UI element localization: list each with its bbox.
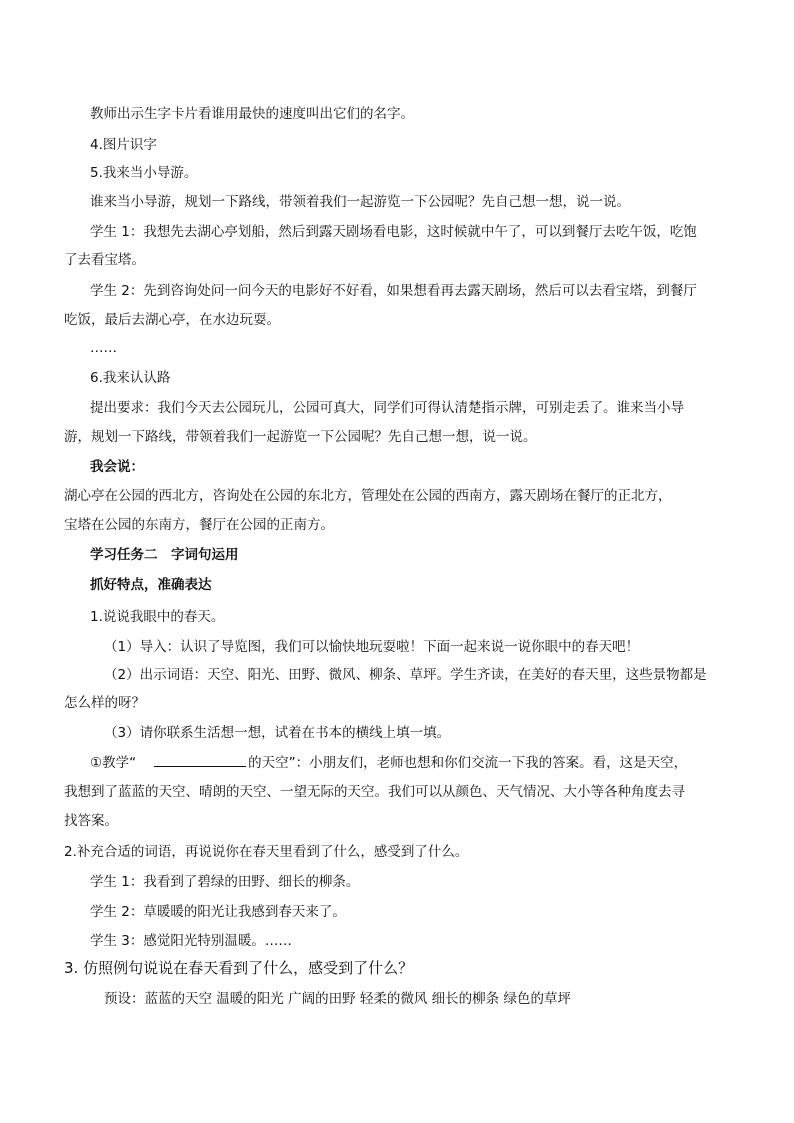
text-line: 湖心亭在公园的西北方，咨询处在公园的东北方，管理处在公园的西南方，露天剧场在餐厅的正北方， [64, 488, 672, 504]
item-heading: 3. 仿照例句说说在春天看到了什么，感受到了什么？ [64, 959, 414, 977]
text-fragment: 的天空”：小朋友们，老师也想和你们交流一下我的答案。看，这是天空， [248, 755, 688, 771]
text-line: 学生 2：先到咨询处问一问今天的电影好不好看，如果想看再去露天剧场，然后可以去看宝塔，到餐厅 [90, 283, 697, 299]
item-heading: 5.我来当小导游。 [90, 165, 198, 181]
text-line: （2）出示词语：天空、阳光、田野、微风、柳条、草坪。学生齐读，在美好的春天里，这些景物都是 [104, 667, 707, 683]
text-line: 了去看宝塔。 [64, 252, 145, 268]
item-heading: 6.我来认认路 [90, 370, 171, 386]
item-heading: 4.图片识字 [90, 137, 157, 153]
text-line: 游，规划一下路线，带领着我们一起游览一下公园呢？先自己想一想，说一说。 [64, 429, 537, 445]
text-line: 提出要求：我们今天去公园玩儿，公园可真大，同学们可得认清楚指示牌，可别走丢了。谁来当小导 [90, 400, 684, 416]
text-line: 谁来当小导游，规划一下路线，带领着我们一起游览一下公园呢？先自己想一想，说一说。 [90, 194, 630, 210]
text-line: 怎么样的呀？ [64, 695, 145, 711]
text-line [90, 753, 687, 773]
text-fragment: ①教学“ [90, 755, 137, 771]
text-line: 预设：蓝蓝的天空 温暖的阳光 广阔的田野 轻柔的微风 细长的柳条 绿色的草坪 [104, 991, 571, 1007]
text-line: （3）请你联系生活想一想，试着在书本的横线上填一填。 [104, 725, 451, 741]
text-line: 学生 3：感觉阳光特别温暖。…… [90, 933, 292, 949]
text-line: …… [90, 340, 117, 356]
text-line: 我想到了蓝蓝的天空、晴朗的天空、一望无际的天空。我们可以从颜色、天气情况、大小等各种角度去寻 [64, 784, 685, 800]
text-line: （1）导入：认识了导览图，我们可以愉快地玩耍啦！下面一起来说一说你眼中的春天吧！ [104, 639, 640, 655]
section-title: 学习任务二 字词句运用 [90, 547, 239, 563]
section-subtitle: 抓好特点，准确表达 [90, 577, 212, 593]
text-line: 学生 1：我看到了碧绿的田野、细长的柳条。 [90, 874, 360, 890]
fill-in-blank [154, 754, 246, 767]
item-heading: 1.说说我眼中的春天。 [90, 609, 225, 625]
text-line: 找答案。 [64, 813, 118, 829]
text-line: 教师出示生字卡片看谁用最快的速度叫出它们的名字。 [90, 106, 414, 122]
text-line: 吃饭，最后去湖心亭，在水边玩耍。 [64, 312, 280, 328]
text-line: 宝塔在公园的东南方，餐厅在公园的正南方。 [64, 517, 334, 533]
item-heading: 2.补充合适的词语，再说说你在春天里看到了什么，感受到了什么。 [64, 844, 469, 860]
text-line: 学生 1：我想先去湖心亭划船，然后到露天剧场看电影，这时候就中午了，可以到餐厅去吃午饭，吃饱 [90, 224, 697, 240]
section-label: 我会说： [90, 459, 144, 475]
text-line: 学生 2：草暖暖的阳光让我感到春天来了。 [90, 904, 346, 920]
